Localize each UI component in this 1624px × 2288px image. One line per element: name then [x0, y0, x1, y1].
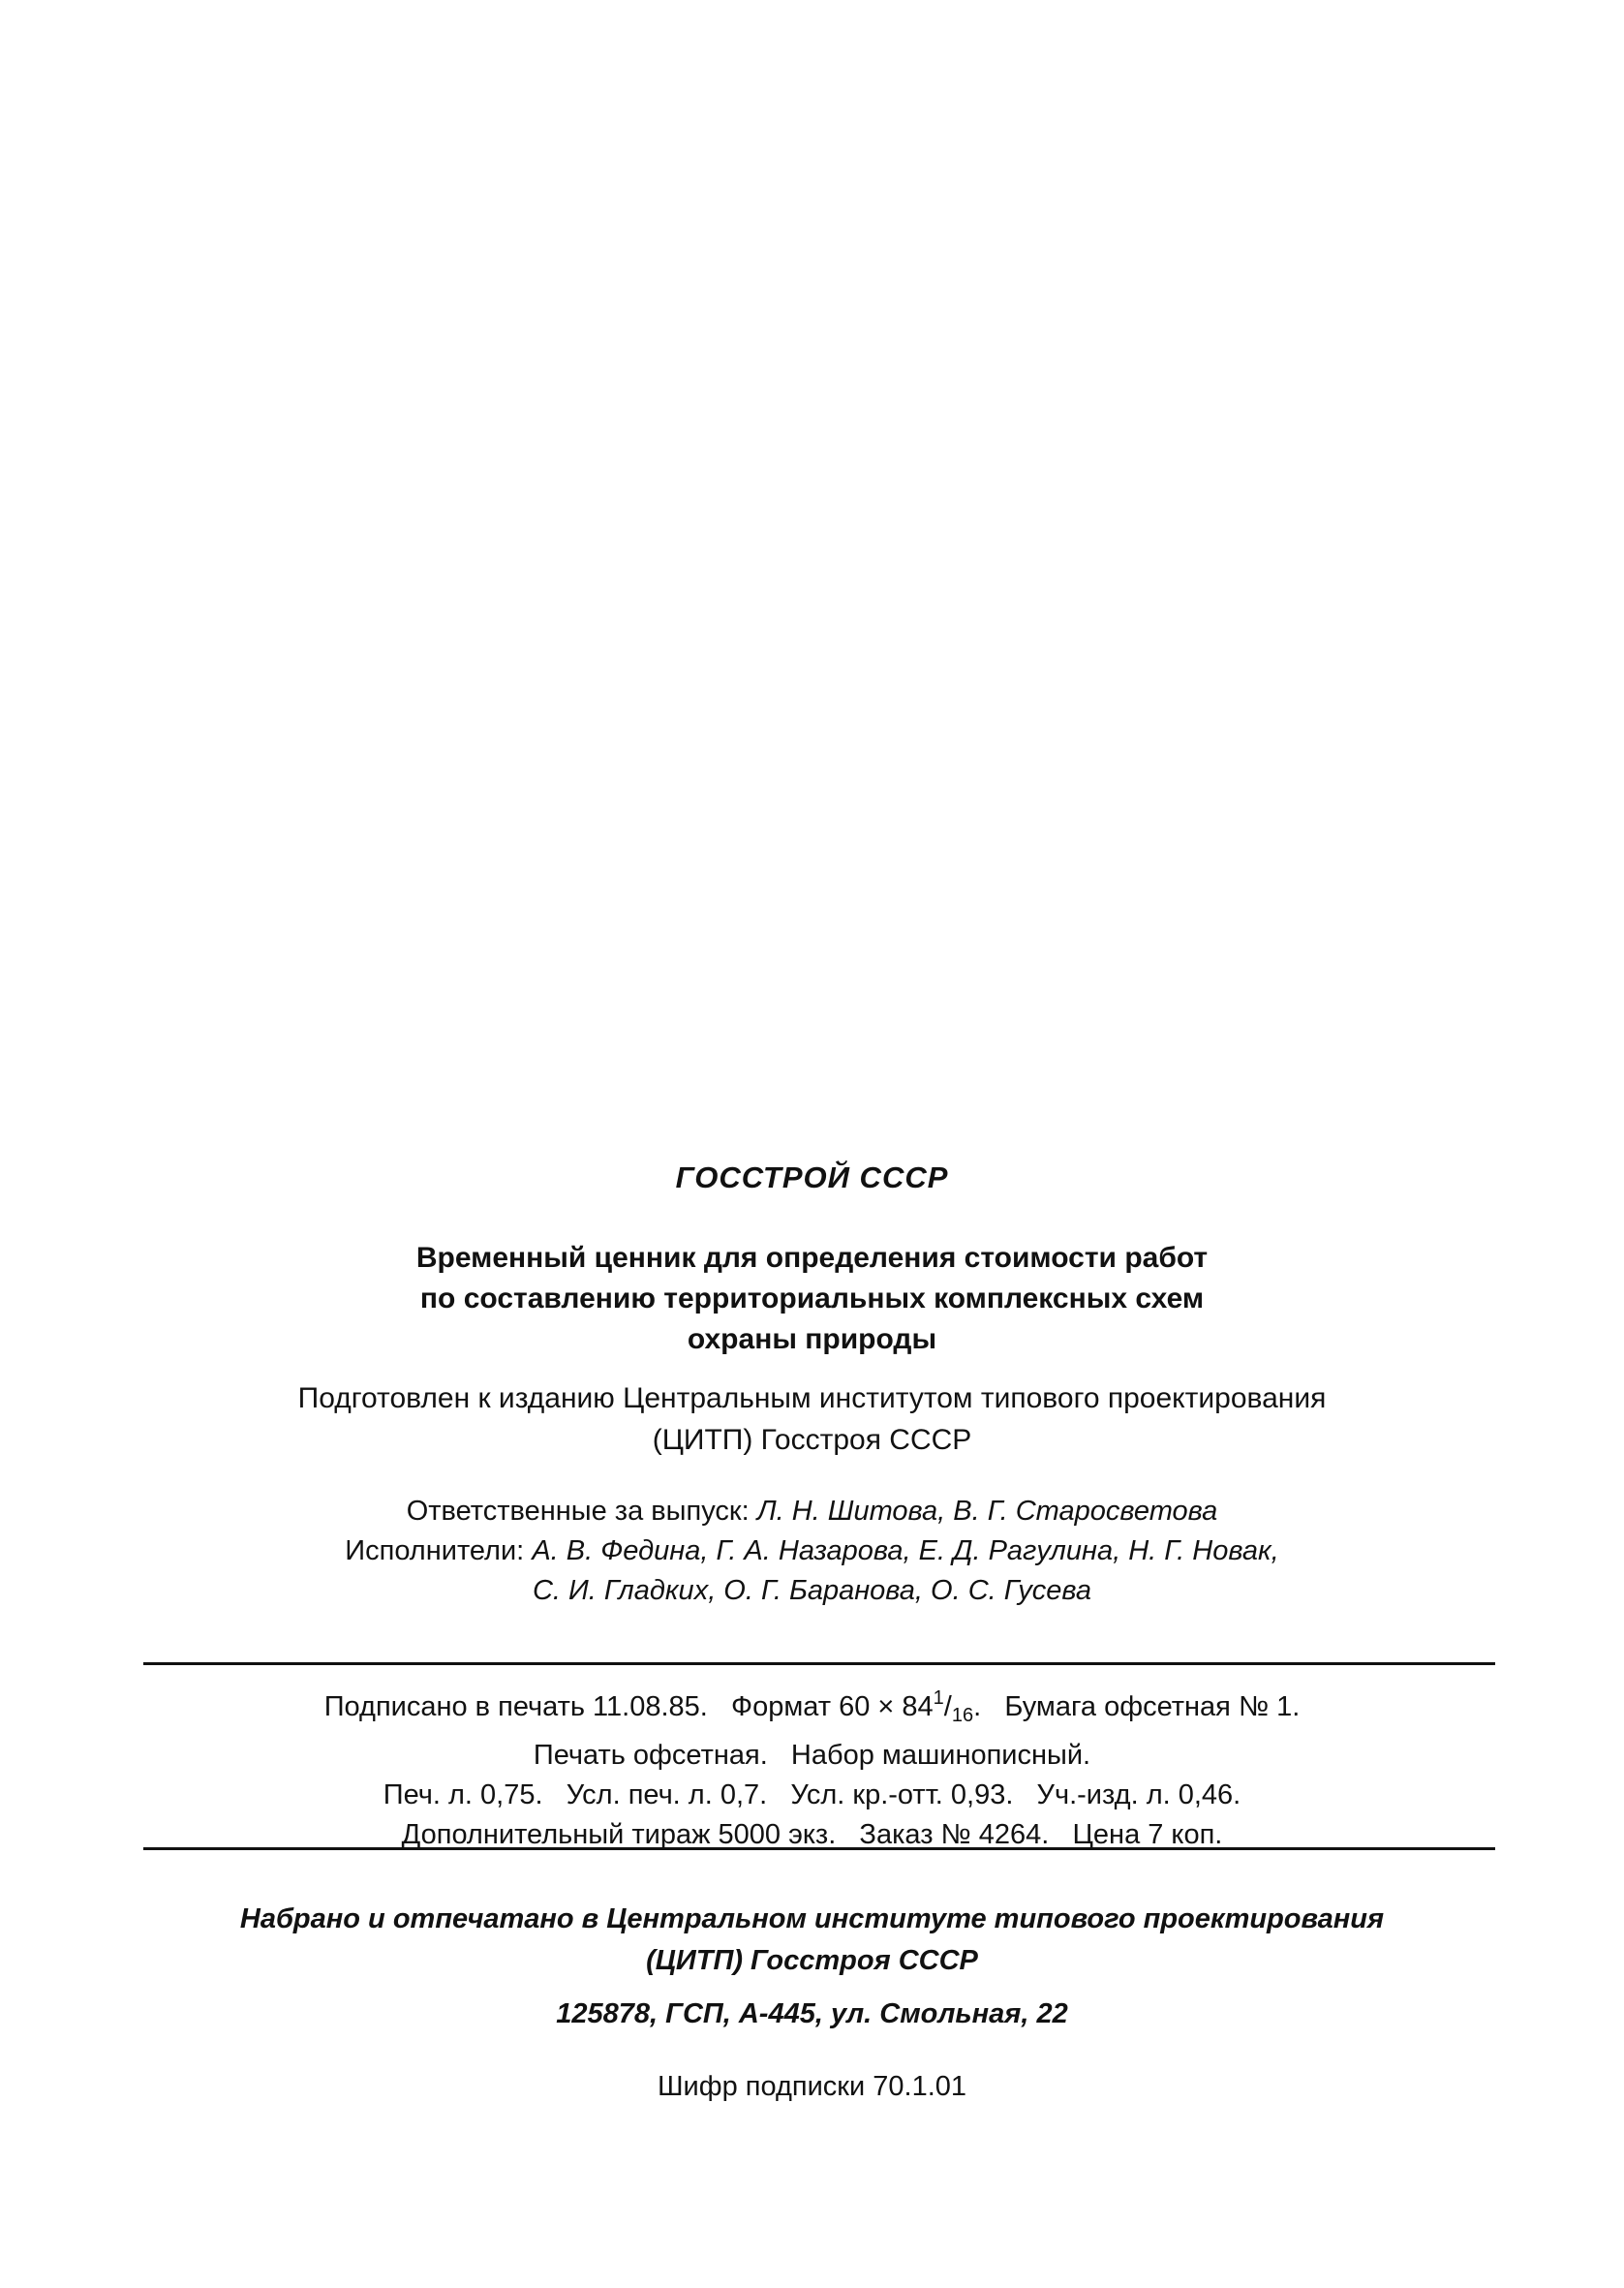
- document-title: [0, 1238, 1624, 1360]
- prepared-by: [0, 1377, 1624, 1461]
- executors-line: [0, 1531, 1624, 1571]
- executors-names-continued: С. И. Гладких, О. Г. Баранова, О. С. Гусева: [532, 1575, 1092, 1606]
- responsible-line: [0, 1492, 1624, 1531]
- executors-names: А. В. Федина, Г. А. Назарова, Е. Д. Рагулина, Н. Г. Новак,: [532, 1535, 1279, 1566]
- title-line: Временный ценник для определения стоимости работ: [415, 1242, 1209, 1274]
- imprint-line: Печать офсетная. Набор машинописный.: [533, 1740, 1091, 1771]
- bottom-divider: [143, 1847, 1495, 1850]
- imprint: [0, 1679, 1624, 1855]
- format-suffix: .: [973, 1691, 982, 1722]
- title-line: по составлению территориальных комплексных схем: [419, 1283, 1205, 1314]
- printed-line: (ЦИТП) Госстроя СССР: [646, 1945, 978, 1976]
- format-denominator: 16: [951, 1705, 974, 1726]
- subscription-code: [0, 2071, 1624, 2103]
- executors-label: Исполнители:: [345, 1535, 525, 1566]
- title-line: охраны природы: [687, 1323, 937, 1355]
- top-divider: [143, 1662, 1495, 1665]
- imprint-line: Печ. л. 0,75. Усл. печ. л. 0,7. Усл. кр.-отт. 0,93. Уч.-изд. л. 0,46.: [383, 1779, 1241, 1810]
- address-line: 125878, ГСП, А-445, ул. Смольная, 22: [556, 1998, 1068, 2029]
- responsible-names: Л. Н. Шитова, В. Г. Старосветова: [756, 1496, 1218, 1527]
- prepared-line: (ЦИТП) Госстроя СССР: [652, 1424, 972, 1456]
- credits: [0, 1492, 1624, 1611]
- format-prefix: Формат 60 × 84: [731, 1691, 934, 1722]
- publisher-heading: [0, 1160, 1624, 1195]
- printed-line: Набрано и отпечатано в Центральном институте типового проектирования: [239, 1903, 1385, 1934]
- signed-date: Подписано в печать 11.08.85.: [323, 1691, 708, 1722]
- imprint-line: Дополнительный тираж 5000 экз. Заказ № 4264. Цена 7 коп.: [401, 1819, 1223, 1850]
- responsible-label: Ответственные за выпуск:: [406, 1496, 750, 1527]
- prepared-line: Подготовлен к изданию Центральным институтом типового проектирования: [297, 1382, 1327, 1414]
- publisher-name: ГОССТРОЙ СССР: [675, 1160, 949, 1194]
- imprint-line: [0, 1679, 1624, 1736]
- format: Формат $60 \times 84^1/_{16}$.: [731, 1687, 982, 1726]
- format-numerator: 1: [933, 1687, 944, 1709]
- printed-by: [0, 1899, 1624, 1982]
- paper-type: Бумага офсетная № 1.: [1004, 1691, 1301, 1722]
- address: [0, 1998, 1624, 2030]
- subscription-code-text: Шифр подписки 70.1.01: [657, 2071, 967, 2102]
